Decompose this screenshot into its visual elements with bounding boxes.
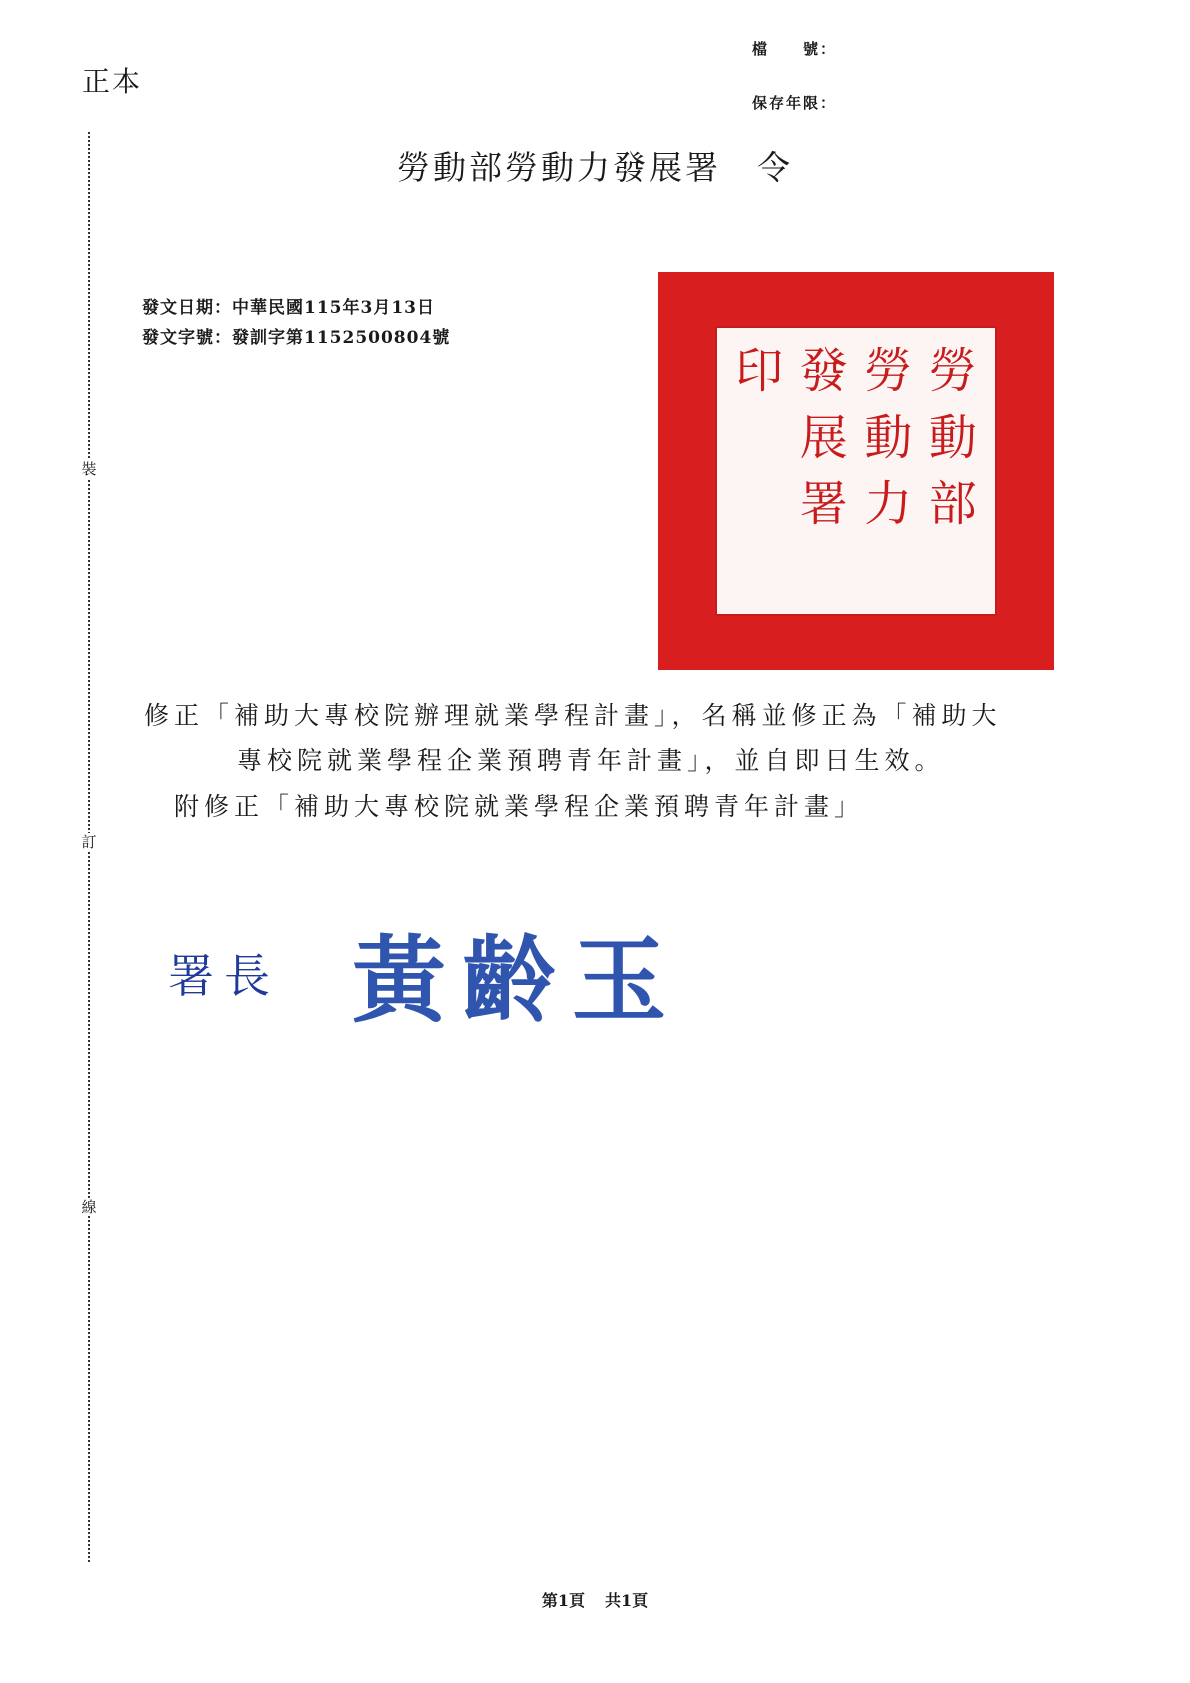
binding-char-staple: 訂 [81,833,97,851]
seal-glyphs [727,338,985,604]
seal-glyph: 勞 [928,343,977,400]
document-type: 令 [757,148,793,187]
body-line-2: 專校院就業學程企業預聘青年計畫」，並自即日生效。 [237,746,945,775]
copy-label: 正本 [82,65,143,98]
seal-glyph: 展 [799,409,848,466]
official-seal [658,272,1054,670]
page-total: 共1頁 [605,1591,649,1610]
seal-glyph: 力 [864,476,913,533]
page-footer [0,1588,1190,1611]
seal-glyph: 勞 [864,343,913,400]
page-number: 第1頁 [541,1591,585,1610]
retention-period-label: 保存年限： [752,94,838,112]
director-signature-seal: 黃齡玉 [352,926,683,1036]
issuing-agency: 勞動部勞動力發展署 [397,148,721,187]
body-line-1: 修正「補助大專校院辦理就業學程計畫」，名稱並修正為「補助大 [144,701,1002,730]
body-line-3: 附修正「補助大專校院就業學程企業預聘青年計畫」 [174,792,865,821]
seal-inner-panel [715,326,997,616]
issue-number: 發文字號：發訓字第1152500804號 [142,328,451,348]
binding-char-line: 線 [81,1198,97,1216]
seal-glyph: 署 [799,476,848,533]
director-title: 署長 [168,949,280,1003]
seal-glyph: 印 [735,343,784,400]
seal-glyph: 動 [864,409,913,466]
binding-char-bind: 裝 [81,460,97,478]
seal-glyph: 部 [928,476,977,533]
seal-glyph: 發 [799,343,848,400]
seal-glyph: 動 [928,409,977,466]
file-number-label: 檔 號： [752,40,838,58]
document-title [0,142,1190,189]
issue-date: 發文日期：中華民國115年3月13日 [142,298,435,318]
